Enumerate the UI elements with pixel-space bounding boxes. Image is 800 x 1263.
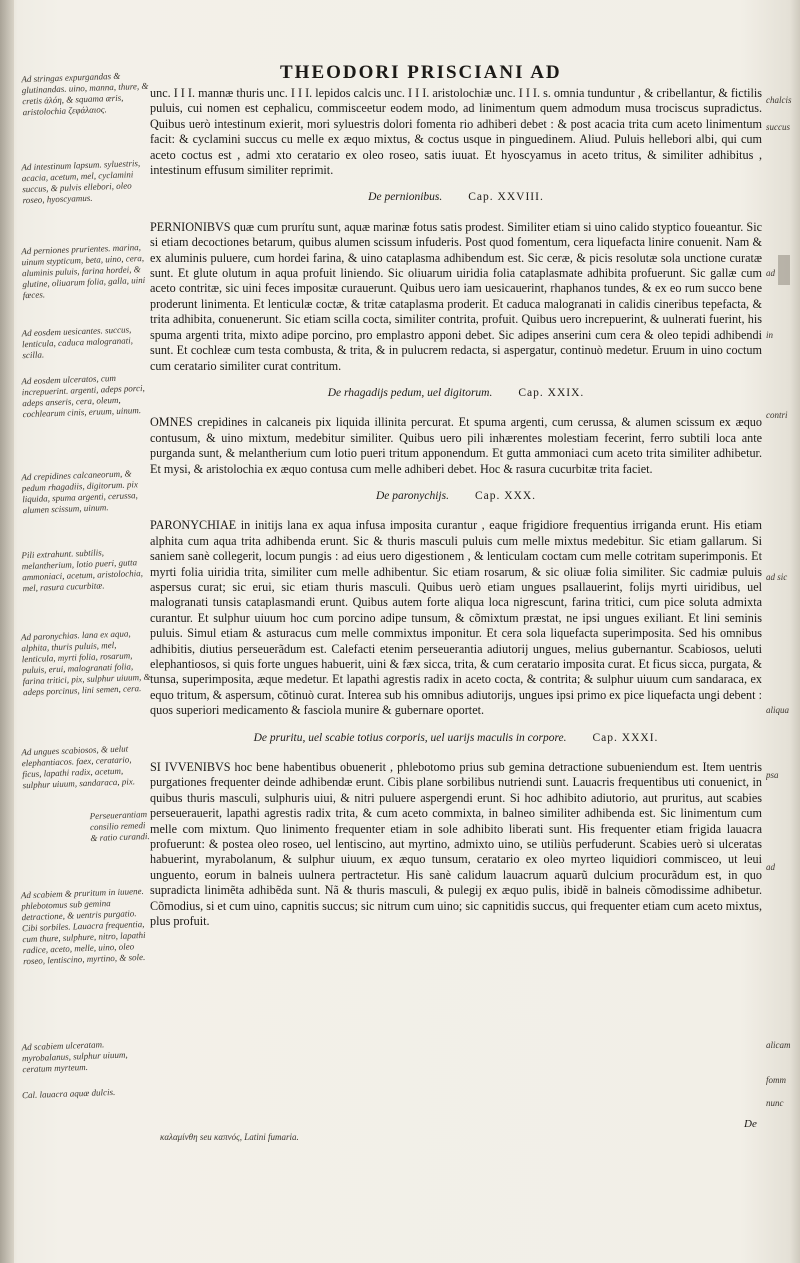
marginal-note: Ad eosdem uesicantes. succus, lenticula, caduca malogranati, scilla. (21, 324, 134, 361)
binding-gutter (0, 0, 14, 1263)
marginal-note-right: contri (766, 410, 788, 420)
marginal-note-right: ad (766, 268, 775, 278)
paragraph-rhagadijs: OMNES crepidines in calcaneis pix liquida illinita percurat. Et spuma argenti, cum cerussa, & alumen scissum ex æquo contusum, & uino mixtum, medebitur similiter. Quibus uero pili inhærentes molestiam fecerint, ferro subtili loca ante purganda sunt, & melantherium cum lotio pueri tritum apponendum. Et gutta ammoniaci cum aceto trita similiter adhibetur. Et mysi, & aristolochia ex æquo contusa cum melle adhiberi debet. Hoc & rasura cucurbitæ trita faciet. (150, 415, 762, 476)
paragraph-paronychijs: PARONYCHIAE in initijs lana ex aqua infusa imposita curantur , eaque frigidiore frequentius irriganda erunt. His etiam alphita cum aqua trita adhibenda erunt. Sic & thuris masculi puluis cum melle mixtus medebitur. Sic etiam gallarum. Si saniem sanè collegerit, locum pungis : ad eius uero digestionem , & lenticulam coctam cum melle cotritam superimponis. Et myrti folia uiridia trita, similiter cum melle adhibentur. Sic etiam rosarum, & sic oliuæ folia similiter. Sic cadmiæ puluis aspersus curat; sic erui, sic etiam thuris masculi. Quibus uerò etiam ungues psallauerint, folijs myrti uiridibus, uel malogranati tunsis cataplasmandi erunt. Quibus autem forte aliqua loca nigrescunt, farina tritici, cum pice soluta admixta curantur. Et sulphur uiuum hoc cum porcino adipe tunsum, & cõmixtum præstat, ne ipsi ungues exiliant. Et lini seminis puluis. Simul etiam & asturacus cum melle commixtus imponitur. Et cera sola liquefacta superimposita. Sed his omnibus adhibitis, diutius perseuerãdum est. Calefacti etenim perseuerantia adiutorij ungues, melius gubernantur. Scabiosos, ueluti elephantiosos, si quis forte ungues habuerit, uini & fæx sicca, trita, & cum ceratario imposita curat. Et ficus sicca, purgata, & tunsa, superimposita, æque medetur. Et lapathi agrestis radix in aceto cocta, & contrita; & sulphur uiuum cum sandaraca, ex equo tritum, & aspersum, cõtinuò curat. Interea sub his omnibus adiutorijs, ungues ipsi primo ex pice liquefacta ungi debent : quos superiori medicamento & fasciola munire & gubernare oportet. (150, 518, 762, 718)
chapter-number: Cap. XXX. (474, 489, 537, 502)
marginal-note: Ad perniones prurientes. marina, uinum stypticum, beta, uino, cera, aluminis puluis, farina hordei, & glutine, oliuarum folia, galla, uini fæces. (21, 242, 146, 301)
marginal-note: Pili extrahunt. subtilis, melantherium, lotio pueri, gutta ammoniaci, acetum, aristolochia, mel, rasura cucurbitæ. (21, 547, 144, 594)
running-head: THEODORI PRISCIANI AD (280, 62, 562, 83)
marginal-note: Ad ungues scabiosos, & uelut elephantiacos. faex, ceratario, ficus, lapathi radix, acetum, sulphur uiuum, sandaraca, pix. (21, 743, 136, 791)
chapter-number: Cap. XXIX. (518, 386, 585, 399)
marginal-note: Ad stringas expurgandas & glutinandas. uino, manna, thure, & cretis ἀλόη, & squama æris, aristolochia ζεφάλαιος. (21, 70, 149, 118)
footer-annotation: καλαμίνθη seu καπνός, Latini fumaria. (160, 1132, 299, 1142)
marginal-note-right: fomm (766, 1075, 786, 1085)
chapter-heading-28 (150, 190, 762, 205)
marginal-note: Ad scabiem ulceratam. myrobalanus, sulphur uiuum, ceratum myrteum. (21, 1039, 128, 1075)
marginal-note-right: alicam (766, 1040, 791, 1050)
marginal-note: Ad crepidines calcaneorum, & pedum rhagadiis, digitorum. pix liquida, spuma argenti, cerussa, alumen scissum, uinum. (21, 468, 139, 516)
chapter-number: Cap. XXXI. (592, 731, 659, 744)
marginal-note-right: chalcis (766, 95, 792, 105)
marginal-note: Ad intestinum lapsum. syluestris, acacia, acetum, mel, cyclamini succus, & pulvis ellebori, oleo roseo, hyoscyamus. (21, 158, 141, 206)
marginal-note: Cal. lauacra aquæ dulcis. (21, 1086, 116, 1101)
marginal-note: Ad paronychias. lana ex aqua, alphita, thuris puluis, mel, lenticula, myrti folia, rosarum, puluis, erui, malogranati folia, farina tritici, pix, sulphur uiuum, & adeps porcinus, lini semen, cera. (20, 628, 151, 698)
chapter-heading-30 (150, 489, 762, 504)
marginal-note-right: ad sic (766, 572, 788, 582)
chapter-heading-29 (150, 386, 762, 401)
marginal-note-right: psa (766, 770, 779, 780)
main-text-block (150, 86, 762, 930)
paragraph-pernionibus: PERNIONIBVS quæ cum prurítu sunt, aquæ marinæ fotus satis prodest. Similiter etiam si uino calido styptico foueantur. Sic si etiam decoctiones betarum, quibus alumen scissum infuderis. Post quod fomentum, cera liquefacta linire conuenit. Nam & ex aluminis puluere, cum hordei farina, & uino cataplasma adhibendum est. Sic ceræ, & picis resolutæ sola unctione curatæ sunt. Et glute olutum in aqua profuit liniendo. Sic oliuarum uiridia folia cataplasmate adhibita profuerunt. Sic gallæ cum aceto contritæ, sic uini feces impositæ curauerunt. Quibus uero iam uesicauerint, rhaphanos tundes, & ex eo rum succo bene proderunt linimenta. Et lenticulæ coctæ, & tritæ cataplasma proderit. Et caduca malogranati in calidis cineribus tepefacta, & trita adhibita, conuenerunt. Sic etiam scilla cocta, similiter contrita, profuit. Quibus uero increpuerint, & uulnerati fuerint, his spuma argenti trita, mixto adipe porcino, pro emplastro apponi debet. Sic adipes anserini cum cera & oleo tepidi adhibendi sunt. Et cochleæ cum testa combusta, & trita, & in pulucrem redacta, si aspergatur, continuò medetur. Eruum in uino coctum cum ceratario similiter curat contritum. (150, 219, 762, 373)
marginal-note-right: nunc (766, 1098, 784, 1108)
chapter-heading-31 (150, 731, 762, 746)
marginal-note-right: aliqua (766, 705, 790, 715)
chapter-number: Cap. XXVIII. (468, 191, 544, 204)
chapter-title: De paronychijs. (375, 489, 449, 502)
marginal-note: Ad eosdem ulceratos, cum increpuerint. argenti, adeps porci, adeps anseris, cera, oleum, cochlearum cinis, eruum, uinum. (21, 372, 145, 420)
marginal-note: Perseuerantiam consilio remedi & ratio curandi. (89, 809, 150, 844)
catchword: De (744, 1118, 757, 1130)
marginal-note-right: succus (766, 122, 790, 132)
marginal-note: Ad scabiem & pruritum in iuuene. phlebotomus sub gemina detractione, & uentris purgatio. Cibi sorbiles. Lauacra frequentia, cum thure, sulphure, nitro, lapathi radice, aceto, melle, uino, oleo roseo, lentiscino, myrtino, & sole. (20, 885, 146, 967)
marginal-note-right: in (766, 330, 774, 340)
chapter-title: De rhagadijs pedum, uel digitorum. (327, 386, 493, 399)
chapter-title: De pruritu, uel scabie totius corporis, uel uarijs maculis in corpore. (253, 731, 567, 744)
chapter-title: De pernionibus. (368, 191, 443, 204)
paragraph-intro: unc. I I I. mannæ thuris unc. I I I. lepidos calcis unc. I I I. aristolochiæ unc. I I I. s. omnia tunduntur , & cribellantur, & fictilis puluis, cui nomen est cephalicu, commisceetur eodem modo, ad linimentum quem admodum musa trociscus supradictus. Quibus uerò intestinum exierit, mori syluestris dolori fomenta rio adhiberi debet : & post acacia trita cum aceto linimentum facit: & cyclamini succus cu melle ex æquo mixtus, & coctus usque in pinguedinem. Aliud. Puluis hellebori albi, qui cum aceto coctus est , admi xto ceratario ex oleo roseo, satis iuuat. Et hyoscyamus in aceto tritus, & similiter adhibitus , intestinum effusum similiter reprimit. (150, 86, 762, 178)
paragraph-pruritu: SI IVVENIBVS hoc bene habentibus obuenerit , phlebotomo prius sub gemina detractione subueniendum est. Item uentris purgationes frequenter deinde adhibendæ erunt. Cibis plane sorbilibus nutriendi sunt. Lauacris frequentibus uti conuenict, in quibus thuris masculi, sulphuris uiui, & nitri puluere aspergendi erunt. Si hoc adhibito adiutorio, aut pruritus, aut scabies perseuerauerit, lapathi agrestis radix trita, & cum aceto commixta, in balneo similiter adhibenda est. Sic linimentum cum melle com mixtum. Quo linimento frequenter etiam in sole adhibito liberati sunt. His frequenter etiam frigida lauacra profuerunt: & postea oleo roseo, uel lentiscino, aut myrtino, admixto uino, se utiliùs perfuderunt. Scabies uerò si ulceratas habuerint, myrabolanum, & sulphur uiuum, ex æquo tunsum, ceratario ex oleo myrteo liquidiori commisceo, ut leui unguento, eorum in balneis uulnera pertractetur. His sanè calidum lauacrum aquarũ dulcium procurãdum est, in quo supradicta linimẽta adhibẽda sunt. Nã & thuris masculi, & pulegij ex æquo pulis, ibidẽ in balneis cõmodissime adhibetur. Cõmodius, si et cum uino, capnitis succus; sic nitrum cum uino; sic capnitidis succus, qui frequenter etiam cum aceto mixtus, plus profuit. (150, 760, 762, 929)
marginal-note-right: ad (766, 862, 775, 872)
